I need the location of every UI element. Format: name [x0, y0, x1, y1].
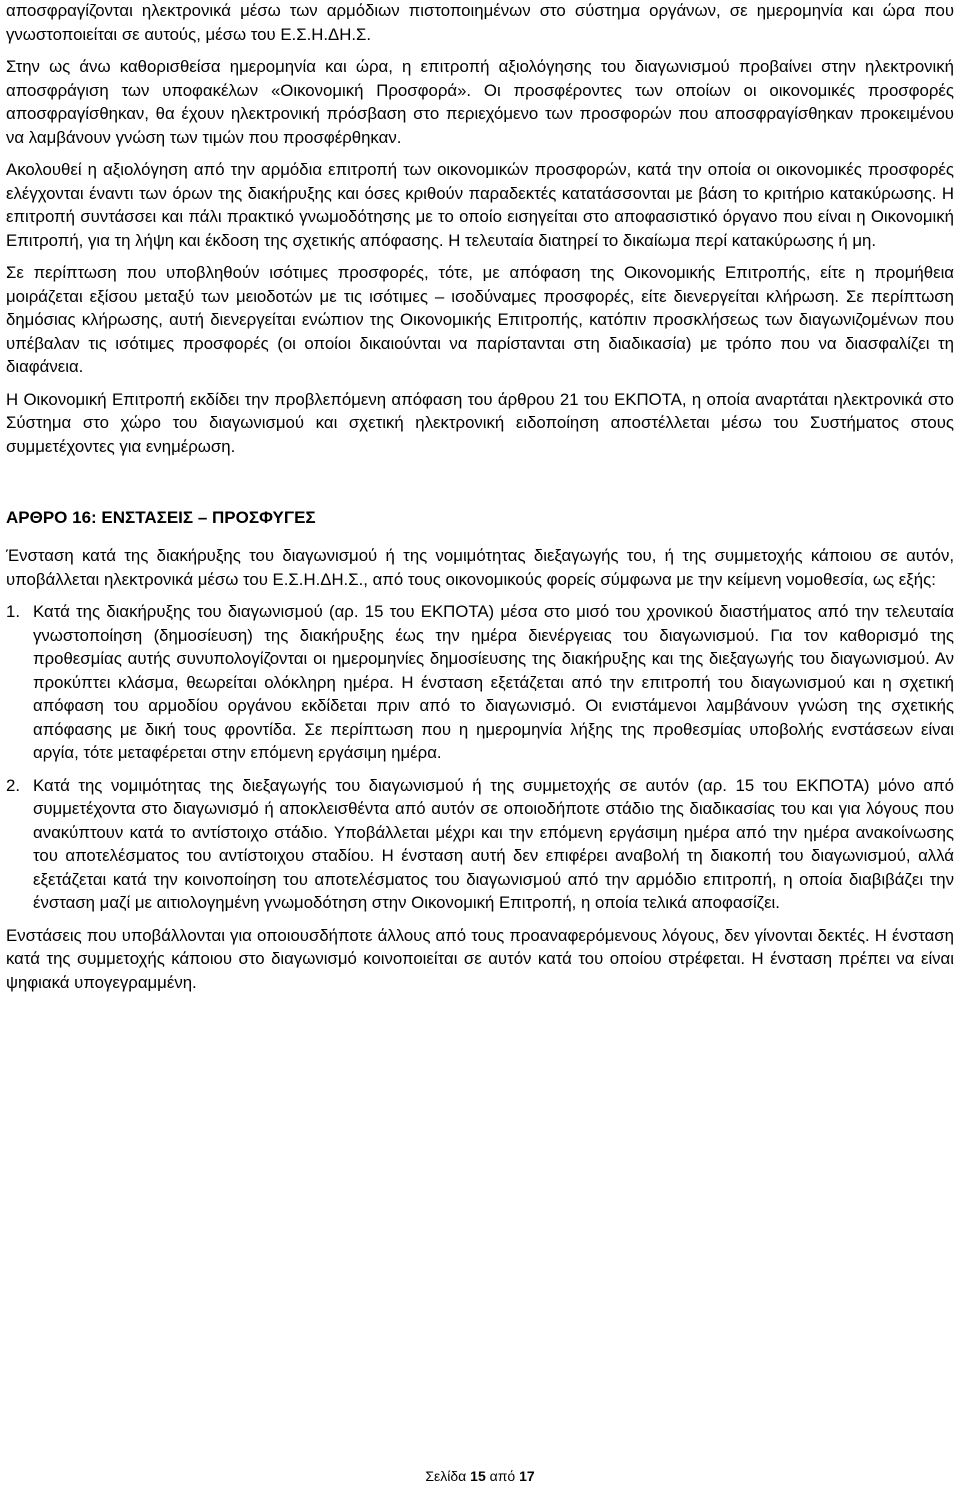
footer-page-number: 15 — [470, 1468, 486, 1484]
paragraph-opening-continuation: αποσφραγίζονται ηλεκτρονικά μέσω των αρμόδιων πιστοποιημένων στο σύστημα οργάνων, σε ημερομηνία και ώρα που γνωστοποιείται σε αυτούς, μέσω του Ε.Σ.Η.ΔΗ.Σ. — [6, 1, 954, 44]
article-heading: ΑΡΘΡΟ 16: ΕΝΣΤΑΣΕΙΣ – ΠΡΟΣΦΥΓΕΣ — [6, 508, 316, 527]
footer-page-total: 17 — [519, 1468, 535, 1484]
footer-separator: από — [489, 1468, 516, 1484]
paragraph-committee-decision: Η Οικονομική Επιτροπή εκδίδει την προβλεπόμενη απόφαση του άρθρου 21 του ΕΚΠΟΤΑ, η οποία αναρτάται ηλεκτρονικά στο Σύστημα στο χώρο του διαγωνισμού και σχετική ηλεκτρονική ειδοποίηση αποστέλλεται μέσω του Συστήματος στους συμμετέχοντες για ενημέρωση. — [6, 389, 954, 456]
paragraph-equal-offers: Σε περίπτωση που υποβληθούν ισότιμες προσφορές, τότε, με απόφαση της Οικονομικής Επιτροπής, είτε η προμήθεια μοιράζεται εξίσου μεταξύ των μειοδοτών με τις ισότιμες – ισοδύναμες προσφορές, είτε διενεργείται κλήρωση. Σε περίπτωση δημόσιας κλήρωσης, αυτή διενεργείται ενώπιον της Οικονομικής Επιτροπής, κατόπιν προσκλήσεως των διαγωνιζομένων που υπέβαλαν τις ισότιμες προσφορές (οι οποίοι δικαιούνται να παρίστανται στη διαδικασία) με τρόπο που να διασφαλίζει τη διαφάνεια. — [6, 263, 954, 376]
list-item-text: Κατά της νομιμότητας της διεξαγωγής του διαγωνισμού ή της συμμετοχής σε αυτόν (αρ. 15 του ΕΚΠΟΤΑ) μόνο από συμμετέχοντα στο διαγωνισμό ή αποκλεισθέντα από αυτόν σε οποιοδήποτε στάδιο της διαδικασίας του και για λόγους που ανακύπτουν κατά το αντίστοιχο στάδιο. Υποβάλλεται μέχρι και την επόμενη εργάσιμη ημέρα από την ημέρα ανακοίνωσης του αποτελέσματος του αντίστοιχου σταδίου. Η ένσταση αυτή δεν επιφέρει αναβολή τη διακοπή του διαγωνισμού, αλλά εξετάζεται κατά την κοινοποίηση του αποτελέσματος του διαγωνισμού από την αρμόδιο επιτροπή, η οποία διαβιβάζει την ένσταση μαζί με αιτιολογημένη γνωμοδότηση στην Οικονομική Επιτροπή, η οποία τελικά αποφασίζει. — [33, 775, 954, 912]
list-item-number: 2. — [6, 775, 20, 795]
footer-prefix: Σελίδα — [425, 1468, 467, 1484]
objection-list — [6, 600, 954, 915]
paragraph-evaluation: Ακολουθεί η αξιολόγηση από την αρμόδια επιτροπή των οικονομικών προσφορών, κατά την οποία οι οικονομικές προσφορές ελέγχονται έναντι των όρων της διακήρυξης και όσες κριθούν παραδεκτές κατατάσσονται με βάση το κριτήριο κατακύρωσης. Η επιτροπή συντάσσει και πάλι πρακτικό γνωμοδότησης με το οποίο εισηγείται στο αποφασιστικό όργανο που είναι η Οικονομική Επιτροπή, για τη λήψη και έκδοση της σχετικής απόφασης. Η τελευταία διατηρεί το δικαίωμα περί κατακύρωσης ή μη. — [6, 160, 954, 250]
paragraph-objection-intro: Ένσταση κατά της διακήρυξης του διαγωνισμού ή της νομιμότητας διεξαγωγής του, ή της συμμετοχής κάποιου σε αυτόν, υποβάλλεται ηλεκτρονικά μέσω του Ε.Σ.Η.ΔΗ.Σ., από τους οικονομικούς φορείς σύμφωνα με την κείμενη νομοθεσία, ως εξής: — [6, 546, 954, 589]
paragraph-closing: Ενστάσεις που υποβάλλονται για οποιουσδήποτε άλλους από τους προαναφερόμενους λόγους, δεν γίνονται δεκτές. Η ένσταση κατά της συμμετοχής κάποιου στο διαγωνισμό κοινοποιείται σε αυτόν κατά του οποίου στρέφεται. Η ένσταση πρέπει να είναι ψηφιακά υπογεγραμμένη. — [6, 925, 954, 992]
document-page — [6, 0, 954, 1496]
list-item — [6, 774, 954, 915]
list-item-text: Κατά της διακήρυξης του διαγωνισμού (αρ. 15 του ΕΚΠΟΤΑ) μέσα στο μισό του χρονικού διαστήματος από την τελευταία γνωστοποίηση (δημοσίευση) της διακήρυξης έως την ημέρα διενέργειας του διαγωνισμού. Για τον καθορισμό της προθεσμίας αυτής συνυπολογίζονται οι ημερομηνίες δημοσίευσης της διακήρυξης και της διεξαγωγής του διαγωνισμού. Αν προκύπτει κλάσμα, θεωρείται ολόκληρη ημέρα. Η ένσταση εξετάζεται από την επιτροπή του διαγωνισμού και η σχετική απόφαση του αρμοδίου οργάνου εκδίδεται πριν από το διαγωνισμό. Οι ενιστάμενοι λαμβάνουν γνώση της σχετικής απόφασης με δική τους φροντίδα. Σε περίπτωση που η ημερομηνία λήξης της προθεσμίας υποβολής ενστάσεων είναι αργία, τότε μεταφέρεται στην επόμενη εργάσιμη ημέρα. — [33, 602, 954, 762]
page-footer — [6, 1466, 954, 1486]
list-item-number: 1. — [6, 602, 20, 621]
list-item — [6, 600, 954, 765]
paragraph-economic-opening: Στην ως άνω καθορισθείσα ημερομηνία και ώρα, η επιτροπή αξιολόγησης του διαγωνισμού προβαίνει στην ηλεκτρονική αποσφράγιση των υποφακέλων «Οικονομική Προσφορά». Οι προσφέροντες των οποίων οι οικονομικές προσφορές αποσφραγίσθηκαν, θα έχουν ηλεκτρονική πρόσβαση στο περιεχόμενο των προσφορών που αποσφραγίσθηκαν προκειμένου να λαμβάνουν γνώση των τιμών που προσφέρθηκαν. — [6, 57, 954, 147]
